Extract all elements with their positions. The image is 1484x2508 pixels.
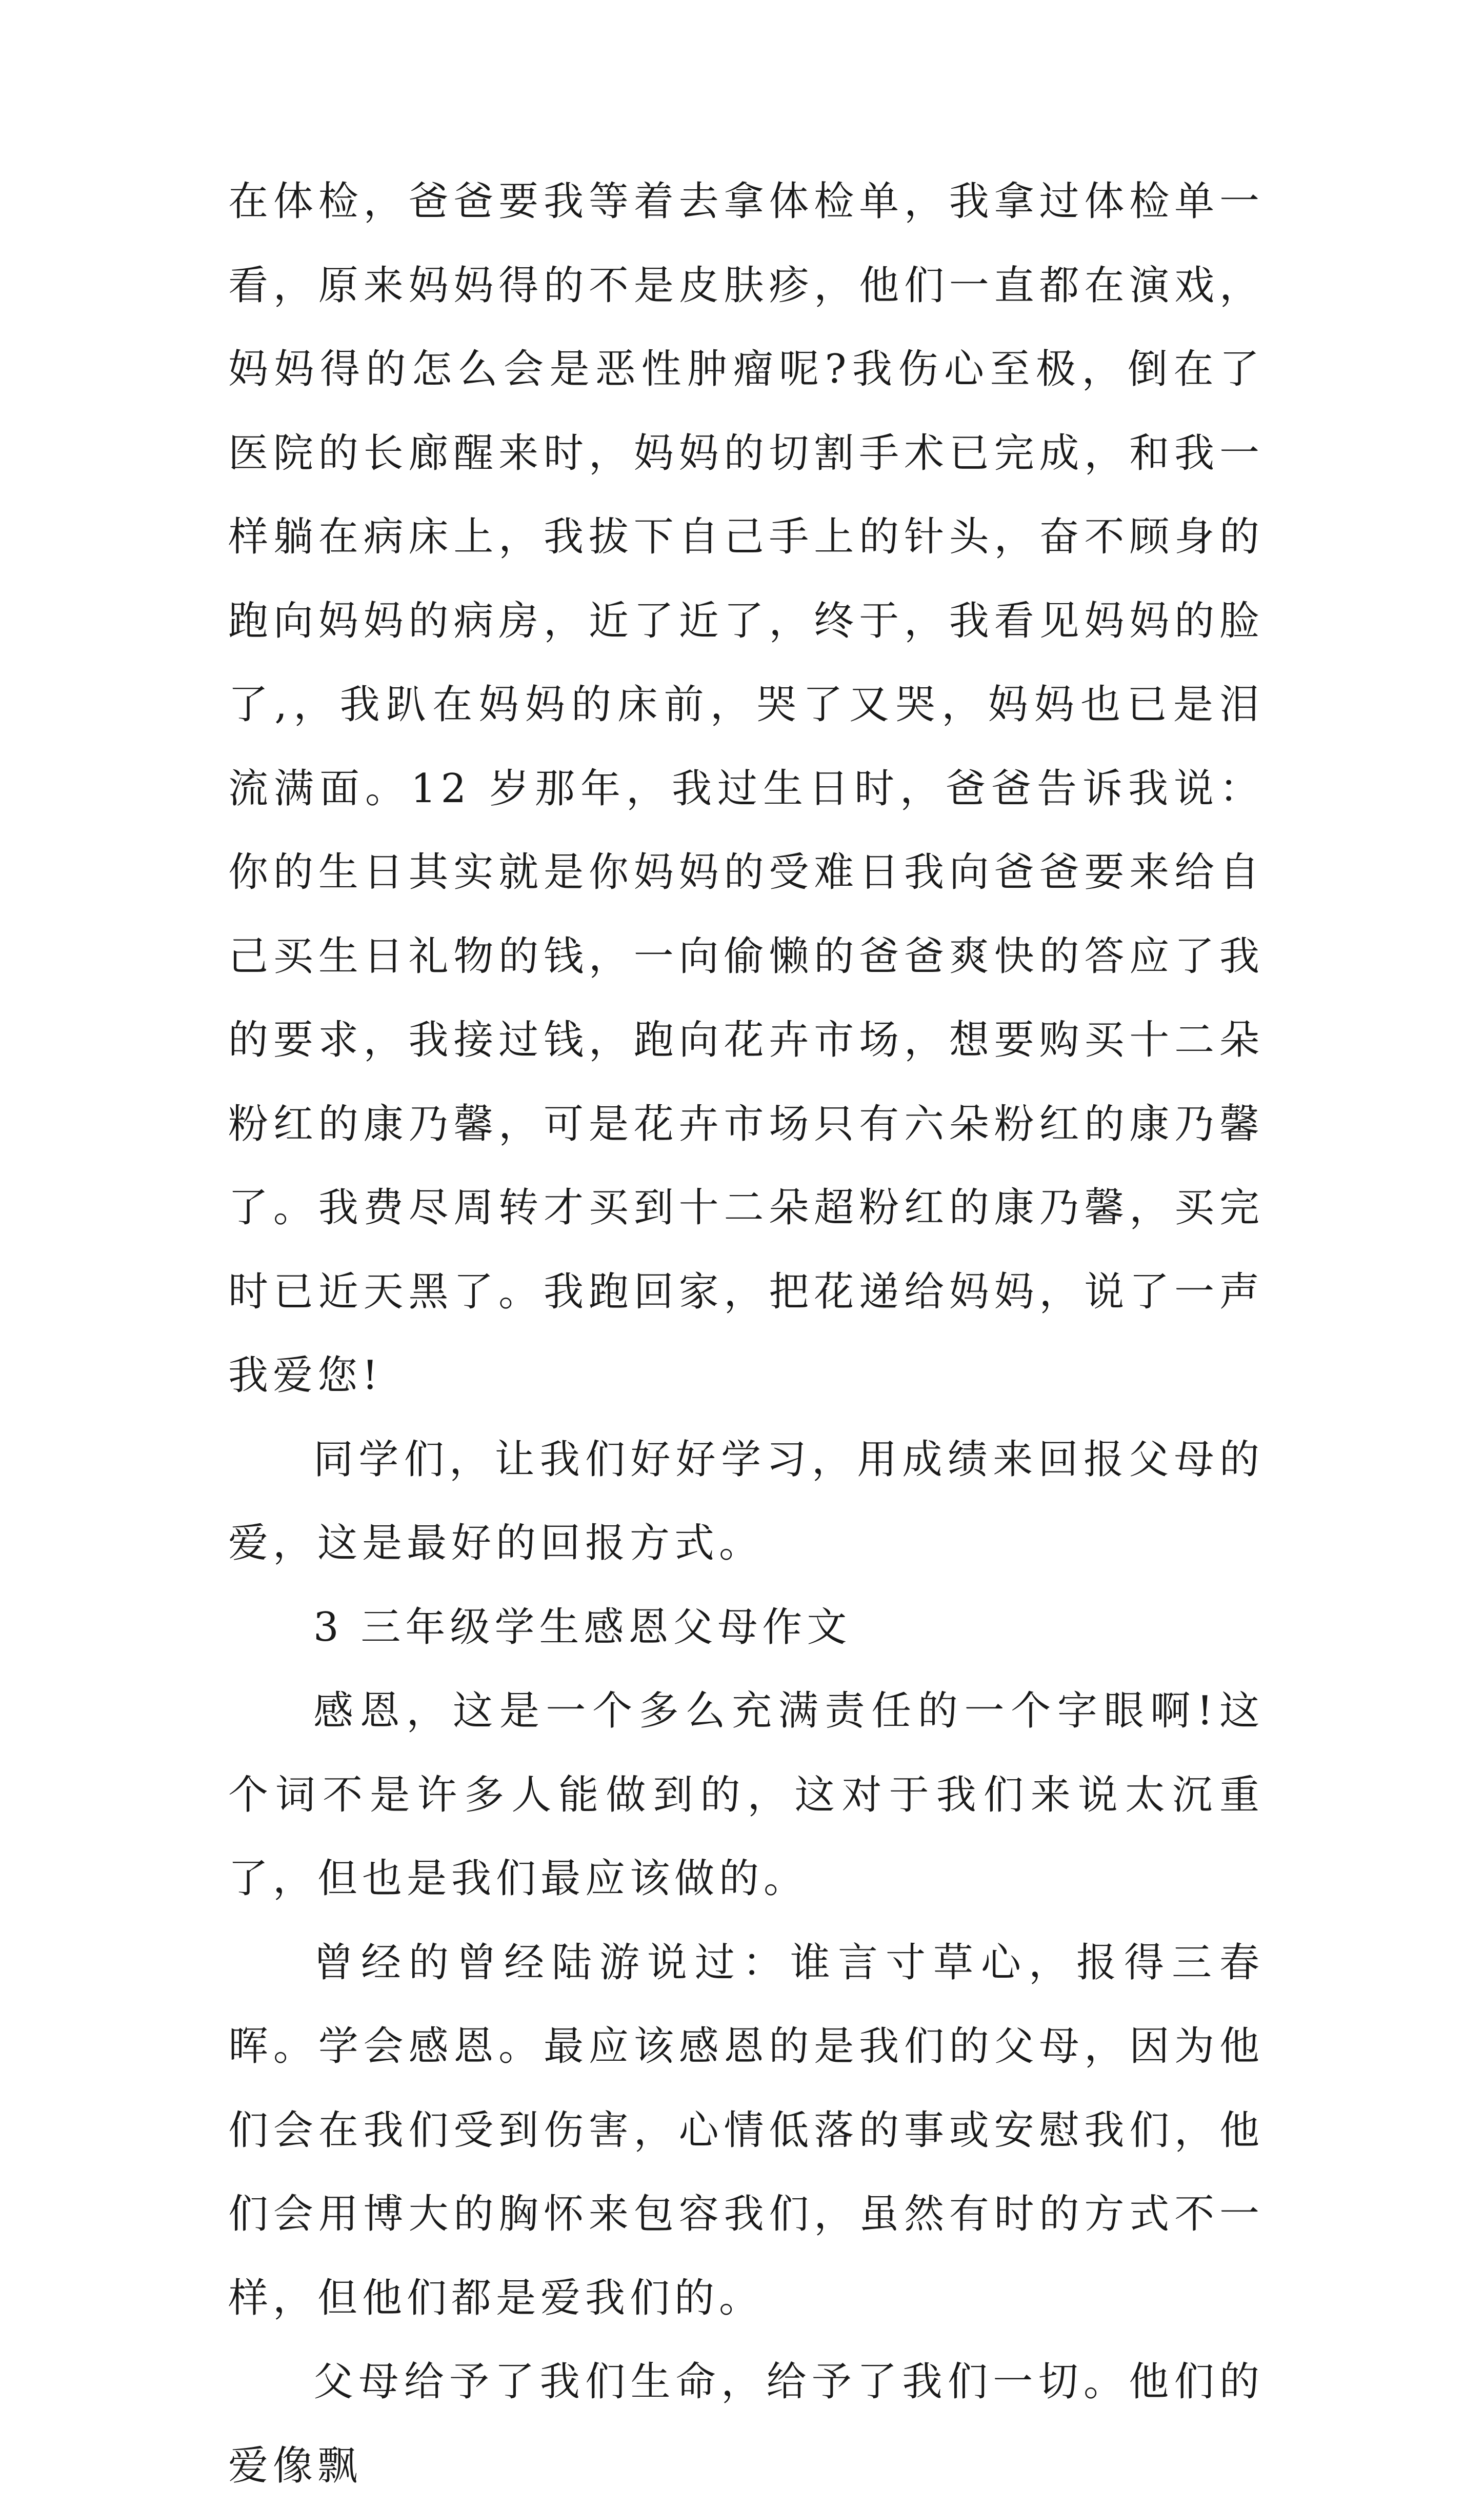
paragraph-lu-you-quote: 曾经的曾经陆游说过：谁言寸草心，报得三春晖。学会感恩。最应该感恩的是我们的父母，因为他们会在我们受到伤害，心情低落的事或安慰我们，他们会用博大的胸怀来包容我们，虽然有时的方式不一样，但他们都是爱我们的。	[228, 1939, 1264, 2321]
document-body	[228, 160, 1264, 2508]
paragraph-study-appeal: 同学们，让我们好好学习，用成绩来回报父母的爱，这是最好的回报方式。	[228, 1436, 1264, 1566]
paragraph-hospital-story: 在体检，爸爸要我等着去拿体检单，我拿过体检单一看，原来妈妈得的不是皮肤疹，他们一直都在演戏，妈妈得的怎么会是恶性肿瘤呢?我伤心至极，倒在了医院的长廊醒来时，妈妈的切割手术已完成，和我一样躺在病床上，我拔下自己手上的针头，奋不顾身的跑向妈妈的病房，近了近了，终于，我看见妈妈的脸了,，我趴在妈妈的床前，哭了又哭，妈妈也已是泪流满面。12 岁那年，我过生日时，爸爸告诉我说：你的生日其实就是你妈妈的受难日我向爸爸要来给自己买生日礼物的钱，一向偷懒的爸爸爽快的答应了我的要求，我接过钱，跑向花卉市场，想要购买十二朵粉红的康乃馨，可是花卉市场只有六朵粉红的康乃馨了。我费尽周转才买到十二朵超粉红的康乃馨，买完时已近天黑了。我跑回家，把花递给妈妈，说了一声我爱您!	[228, 178, 1264, 1399]
paragraph-parents-love: 父母给予了我们生命，给予了我们一切。他们的爱像飘	[228, 2359, 1264, 2489]
paragraph-gratitude-intro: 感恩，这是一个多么充满责任的一个字眼啊!这个词不是许多人能做到的，这对于我们来说太沉重了，但也是我们最应该做的。	[228, 1688, 1264, 1902]
essay-title: 3 三年级学生感恩父母作文	[313, 1604, 852, 1650]
